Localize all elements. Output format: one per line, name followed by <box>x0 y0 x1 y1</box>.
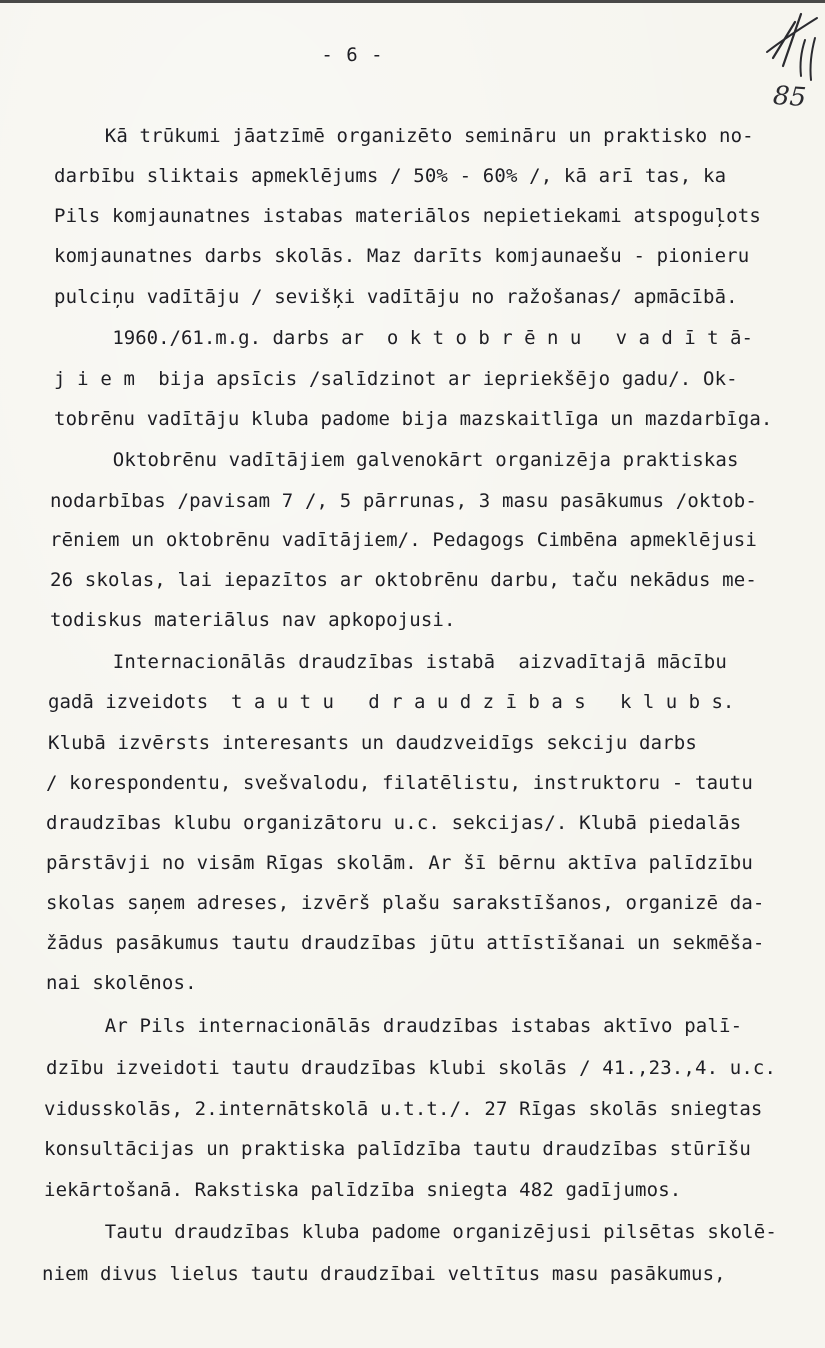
text-line: rēniem un oktobrēnu vadītājiem/. Pedagogs Cimbēna apmeklējusi <box>50 529 757 551</box>
text-line: Ar Pils internacionālās draudzības istabas aktīvo palī- <box>70 1015 743 1037</box>
text-line: gadā izveidots t a u t u d r a u d z ī b a s k l u b s. <box>48 691 735 713</box>
page-top-edge <box>0 0 825 3</box>
text-line: komjaunatnes darbs skolās. Maz darīts komjaunaešu - pionieru <box>54 245 750 267</box>
text-line: todiskus materiālus nav apkopojusi. <box>50 609 456 631</box>
page-number: - 6 - <box>321 44 384 66</box>
archive-annotation <box>755 0 825 120</box>
text-line: niem divus lielus tautu draudzībai veltītus masu pasākumus, <box>42 1263 726 1285</box>
handwritten-mark-icon <box>755 0 825 90</box>
text-line: Pils komjaunatnes istabas materiālos nepietiekami atspoguļots <box>54 205 761 227</box>
text-line: tobrēnu vadītāju kluba padome bija mazskaitlīga un mazdarbīga. <box>54 408 773 430</box>
text-line: konsultācijas un praktiska palīdzība tautu draudzības stūrīšu <box>44 1138 751 1160</box>
text-line: Klubā izvērsts interesants un daudzveidīgs sekciju darbs <box>48 732 697 754</box>
text-line: vidusskolās, 2.internātskolā u.t.t./. 27 Rīgas skolās sniegtas <box>44 1098 763 1120</box>
text-line: 1960./61.m.g. darbs ar o k t o b r ē n u v a d ī t ā- <box>78 327 753 349</box>
text-line: dzību izveidoti tautu draudzības klubi skolās / 41.,23.,4. u.c. <box>46 1057 777 1079</box>
text-line: 26 skolas, lai iepazītos ar oktobrēnu darbu, taču nekādus me- <box>50 569 757 591</box>
text-line: nodarbības /pavisam 7 /, 5 pārrunas, 3 masu pasākumus /oktob- <box>50 490 757 512</box>
text-line: Oktobrēnu vadītājiem galvenokārt organizēja praktiskas <box>78 449 739 471</box>
text-line: draudzības klubu organizātoru u.c. sekcijas/. Klubā piedalās <box>46 812 742 834</box>
archive-number: 85 <box>771 80 808 114</box>
text-line: j i e m bija apsīcis /salīdzinot ar iepriekšējo gadu/. Ok- <box>54 368 738 390</box>
text-line: Tautu draudzības kluba padome organizējusi pilsētas skolē- <box>70 1221 777 1243</box>
text-line: Internacionālās draudzības istabā aizvadītajā mācību <box>78 651 727 673</box>
text-line: nai skolēnos. <box>46 972 197 994</box>
text-line: / korespondentu, svešvalodu, filatēlistu, instruktoru - tautu <box>46 772 753 794</box>
text-line: Kā trūkumi jāatzīmē organizēto semināru un praktisko no- <box>70 125 754 147</box>
text-line: iekārtošanā. Rakstiska palīdzība sniegta 482 gadījumos. <box>44 1179 682 1201</box>
text-line: pārstāvji no visām Rīgas skolām. Ar šī bērnu aktīva palīdzību <box>46 852 753 874</box>
text-line: darbību sliktais apmeklējums / 50% - 60% /, kā arī tas, ka <box>54 165 727 187</box>
text-line: pulciņu vadītāju / sevišķi vadītāju no ražošanas/ apmācībā. <box>54 286 738 308</box>
text-line: žādus pasākumus tautu draudzības jūtu attīstīšanai un sekmēša- <box>46 932 765 954</box>
text-line: skolas saņem adreses, izvērš plašu sarakstīšanos, organizē da- <box>46 892 765 914</box>
